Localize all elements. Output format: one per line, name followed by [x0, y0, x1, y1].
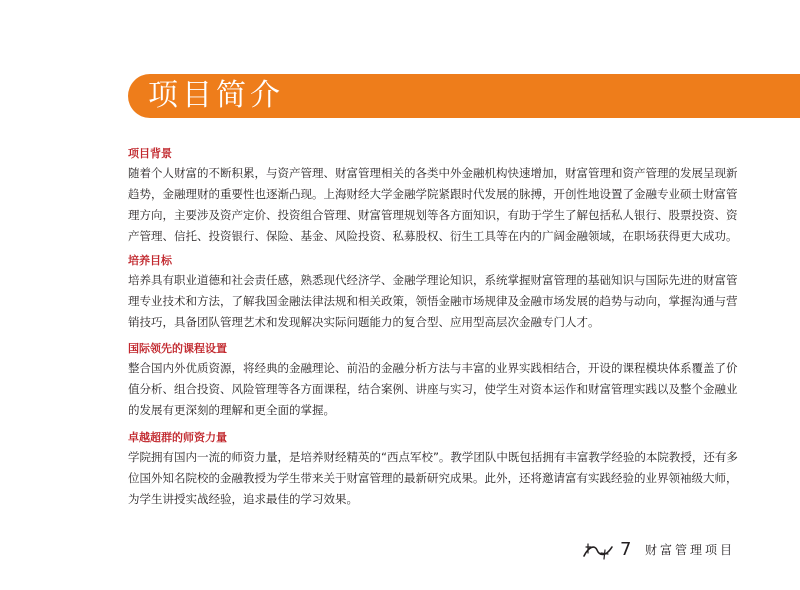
section-heading: 培养目标	[128, 254, 172, 267]
section-heading: 卓越超群的师资力量	[128, 431, 227, 444]
section-heading: 项目背景	[128, 147, 172, 160]
slogan-logo-icon	[581, 541, 615, 561]
section-body: 随着个人财富的不断积累，与资产管理、财富管理相关的各类中外金融机构快速增加，财富管理和资产管理的发展呈现新趋势，金融理财的重要性也逐渐凸现。上海财经大学金融学院紧跟时代发展的脉搏，开创性地设置了金融专业硕士财富管理方向，主要涉及资产定价、投资组合管理、财富管理规划等各方面知识，有助于学生了解包括私人银行、股票投资、资产管理、信托、投资银行、保险、基金、风险投资、私募股权、衍生工具等在内的广阔金融领域，在职场获得更大成功。	[128, 166, 738, 243]
section-curriculum	[128, 342, 738, 421]
page-title: 项目简介	[148, 78, 284, 113]
section-body: 学院拥有国内一流的师资力量，是培养财经精英的“西点军校”。教学团队中既包括拥有丰富教学经验的本院教授，还有多位国外知名院校的金融教授为学生带来关于财富管理的最新研究成果。此外，还将邀请富有实践经验的业界领袖级大师，为学生讲授实战经验，追求最佳的学习效果。	[128, 450, 738, 506]
page-number: 7	[620, 539, 632, 560]
section-body: 整合国内外优质资源，将经典的金融理论、前沿的金融分析方法与丰富的业界实践相结合，开设的课程模块体系覆盖了价值分析、组合投资、风险管理等各方面课程，结合案例、讲座与实习，使学生对资本运作和财富管理实践以及整个金融业的发展有更深刻的理解和更全面的掌握。	[128, 361, 738, 417]
section-heading: 国际领先的课程设置	[128, 342, 227, 355]
footer-title: 财富管理项目	[645, 543, 736, 557]
section-background	[128, 147, 738, 247]
section-body: 培养具有职业道德和社会责任感，熟悉现代经济学、金融学理论知识，系统掌握财富管理的基础知识与国际先进的财富管理专业技术和方法，了解我国金融法律法规和相关政策，领悟金融市场规律及金融市场发展的趋势与动向，掌握沟通与营销技巧，具备团队管理艺术和发现解决实际问题能力的复合型、应用型高层次金融专门人才。	[128, 273, 738, 329]
section-goals	[128, 254, 738, 333]
section-faculty	[128, 431, 738, 510]
